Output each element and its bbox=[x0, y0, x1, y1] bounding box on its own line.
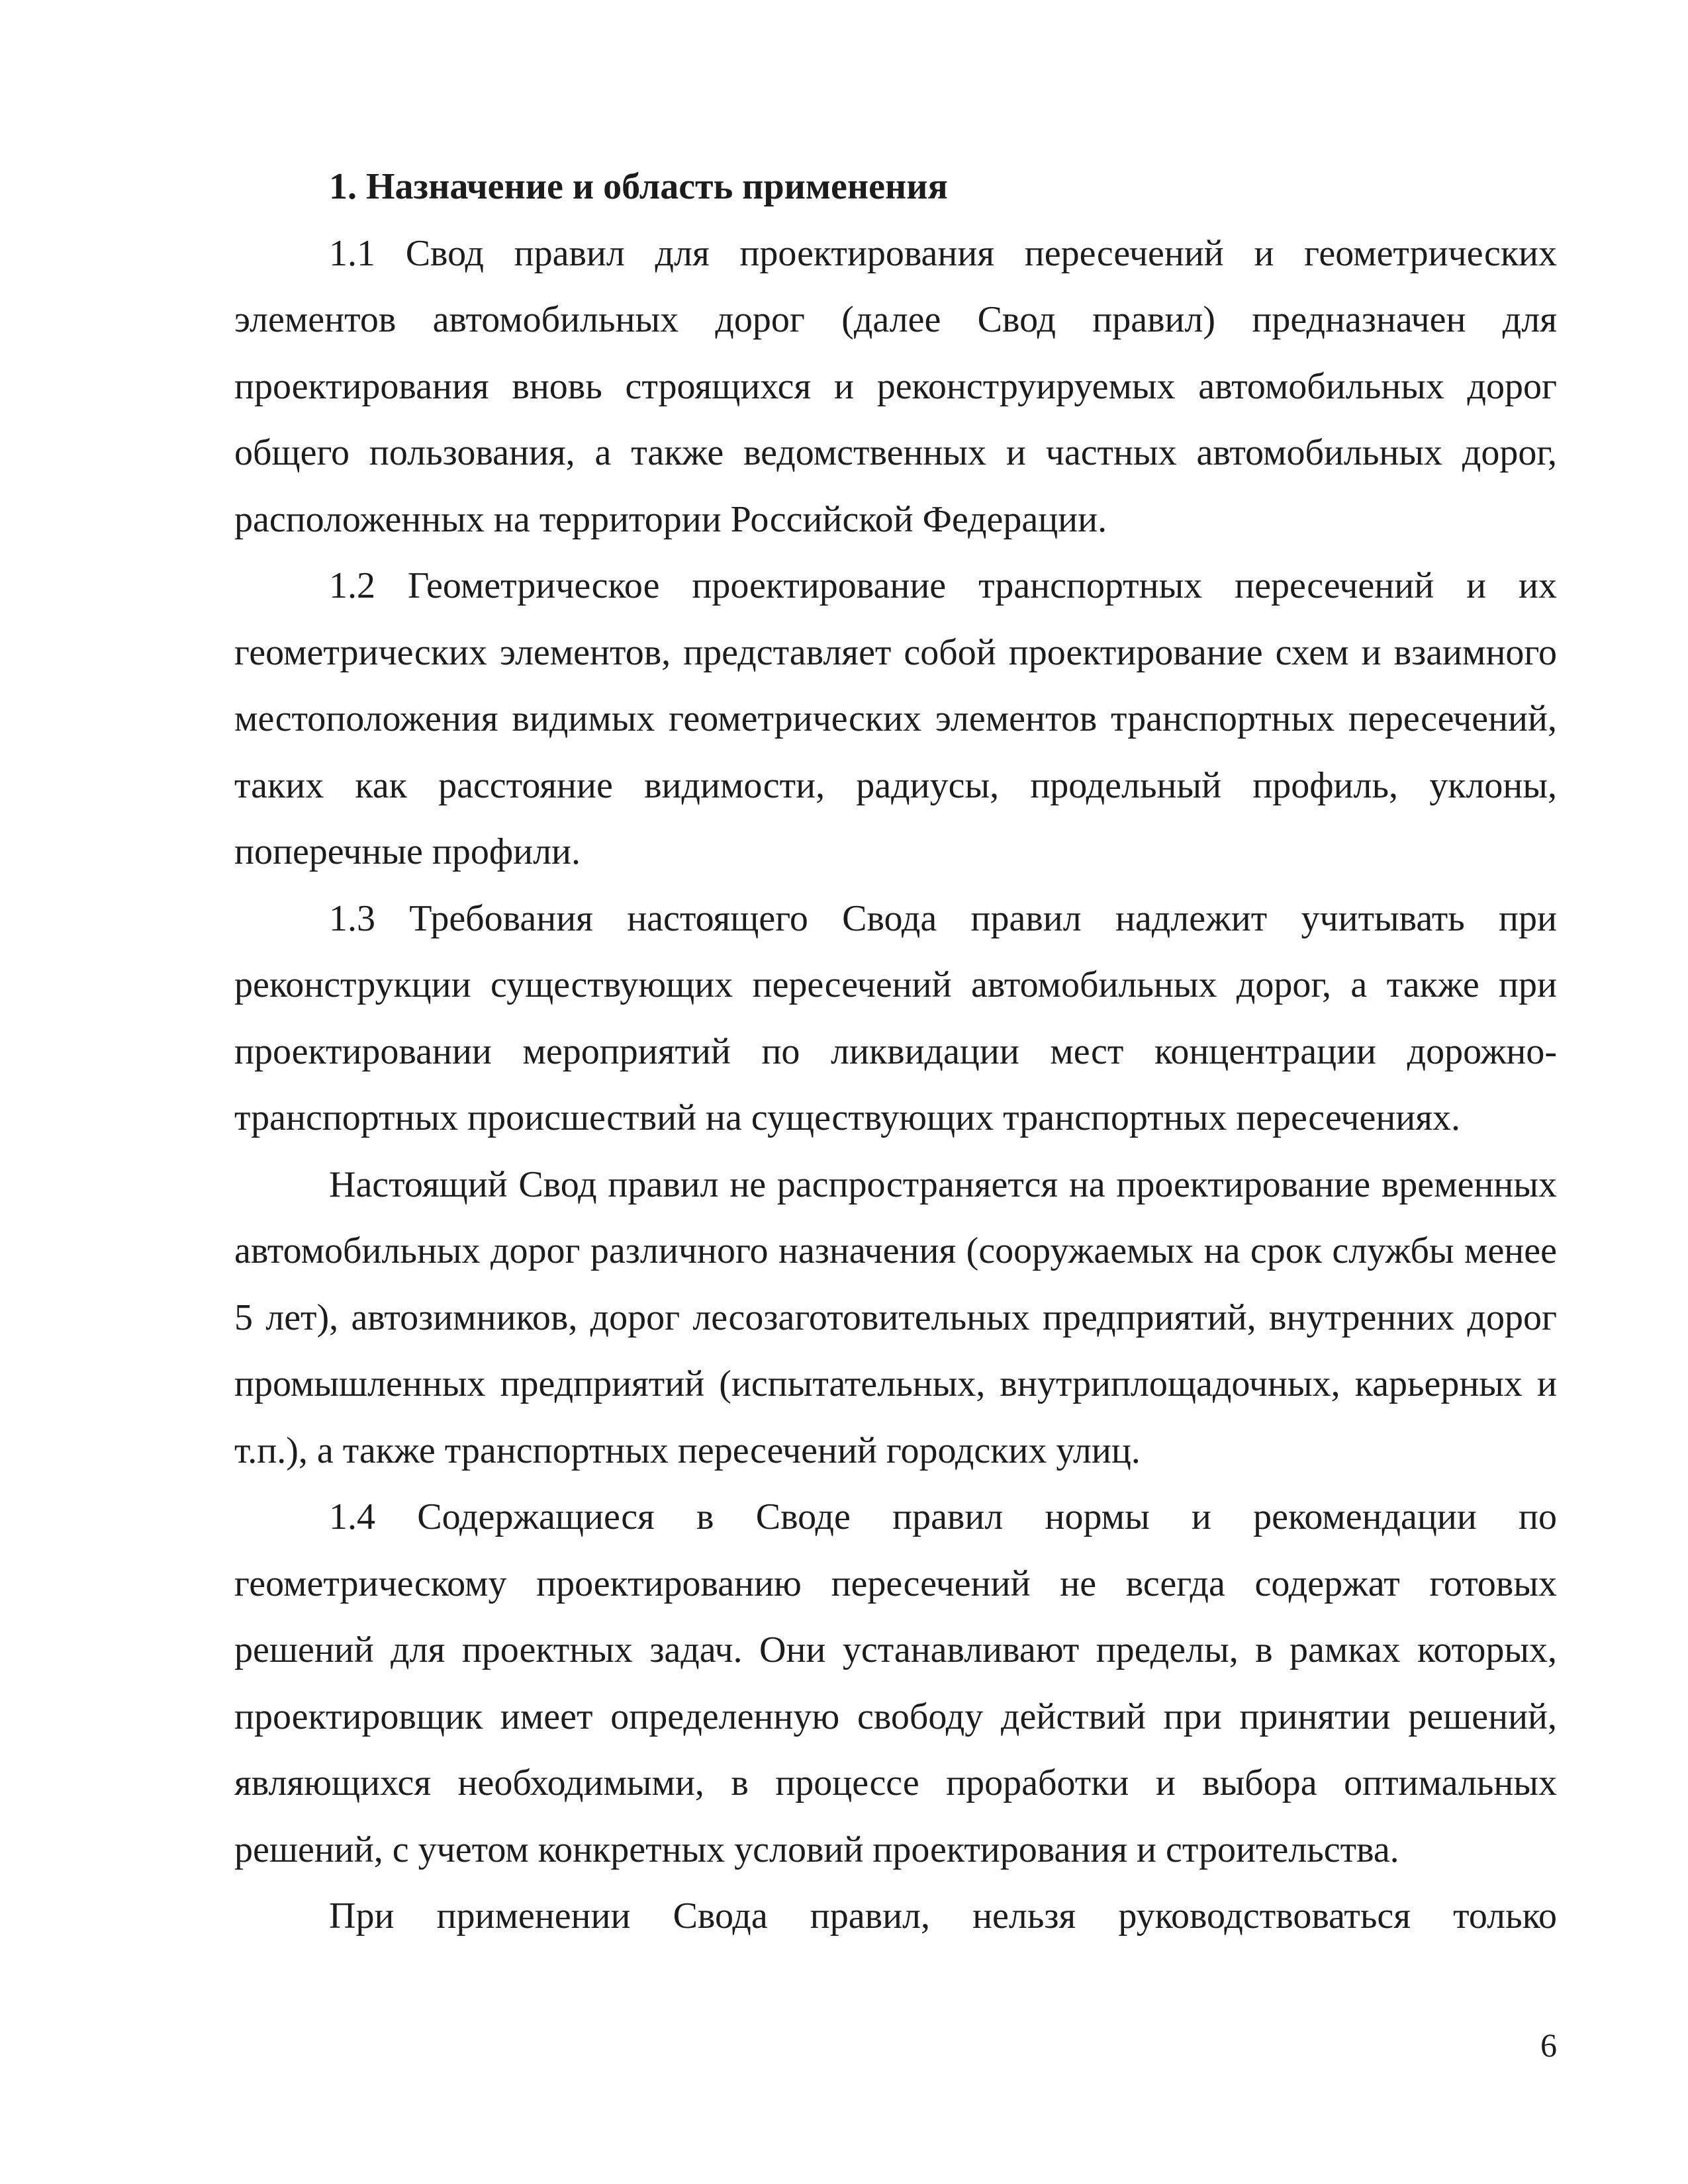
paragraph-1-2: 1.2 Геометрическое проектирование транспортных пересечений и их геометрических элементов, представляет собой проектирование схем и взаимного местоположения видимых геометрических элементов транспортных пересечений, таких как расстояние видимости, радиусы, продельный профиль, уклоны, поперечные профили. bbox=[234, 565, 1557, 872]
paragraph-application: При применении Свода правил, нельзя руководствоваться только bbox=[329, 1895, 1557, 1936]
paragraph-scope-exclusions: Настоящий Свод правил не распространяется на проектирование временных автомобильных дорог различного назначения (сооружаемых на срок службы менее 5 лет), автозимников, дорог лесозаготовительных предприятий, внутренних дорог промышленных предприятий (испытательных, внутриплощадочных, карьерных и т.п.), а также транспортных пересечений городских улиц. bbox=[234, 1163, 1557, 1471]
page-body bbox=[234, 154, 1557, 1950]
paragraph-1-1: 1.1 Свод правил для проектирования пересечений и геометрических элементов автомобильных дорог (далее Свод правил) предназначен для проектирования вновь строящихся и реконструируемых автомобильных дорог общего пользования, а также ведомственных и частных автомобильных дорог, расположенных на территории Российской Федерации. bbox=[234, 232, 1557, 540]
page-number: 6 bbox=[1540, 2026, 1557, 2064]
paragraph-1-4: 1.4 Содержащиеся в Своде правил нормы и рекомендации по геометрическому проектированию пересечений не всегда содержат готовых решений для проектных задач. Они устанавливают пределы, в рамках которых, проектировщик имеет определенную свободу действий при принятии решений, являющихся необходимыми, в процессе проработки и выбора оптимальных решений, с учетом конкретных условий проектирования и строительства. bbox=[234, 1496, 1557, 1870]
paragraph-1-3: 1.3 Требования настоящего Свода правил надлежит учитывать при реконструкции существующих пересечений автомобильных дорог, а также при проектировании мероприятий по ликвидации мест концентрации дорожно-транспортных происшествий на существующих транспортных пересечениях. bbox=[234, 897, 1557, 1138]
section-heading: 1. Назначение и область применения bbox=[329, 166, 948, 207]
